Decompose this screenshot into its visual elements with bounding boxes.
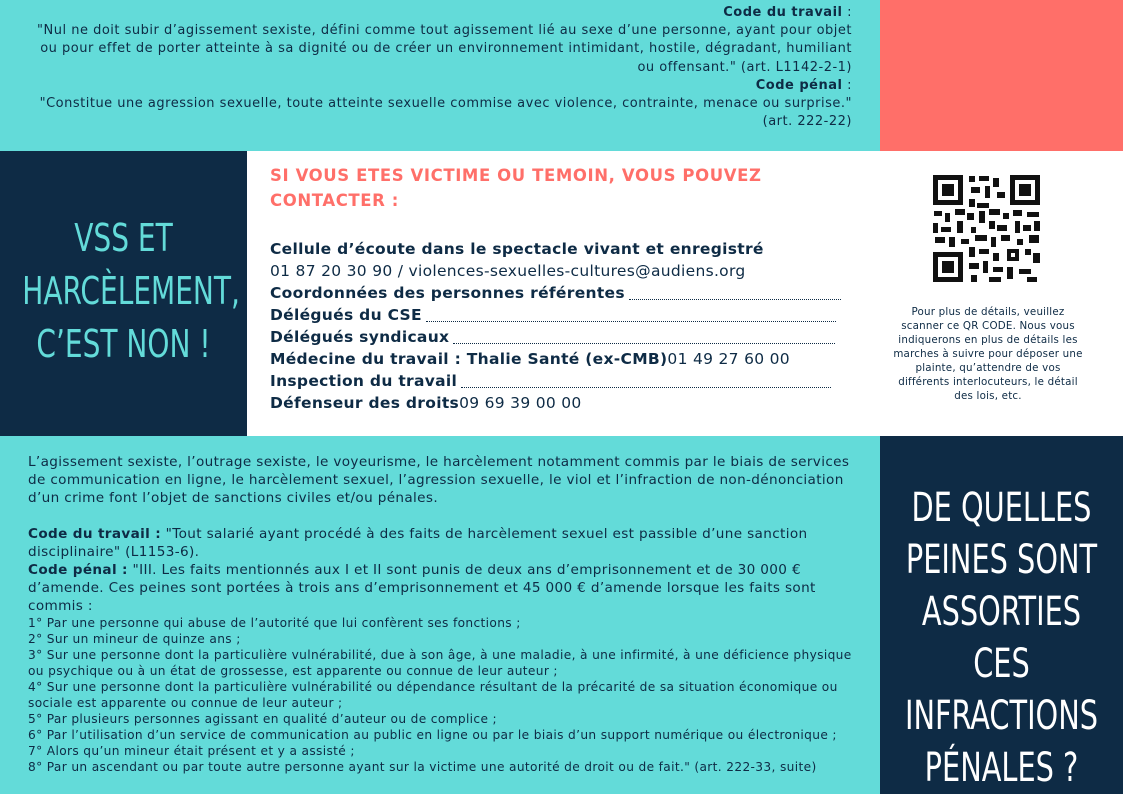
code-travail-quote: "Nul ne doit subir d’agissement sexiste, défini comme tout agissement lié au sexe d’une personne, ayant pour objet ou pour effet de porter atteinte à sa dignité ou de créer un environnement intimidant, hostile, dégradant, humiliant ou offensant." (art. L1142-2-1): [37, 23, 852, 75]
main-title-line: VSS ET: [74, 216, 173, 260]
list-item: 7° Alors qu’un mineur était présent et y a assisté ;: [28, 744, 355, 758]
contact-heading-line: CONTACTER :: [270, 191, 399, 210]
code-travail-label: Code du travail: [723, 5, 843, 20]
code-travail-text: "Tout salarié ayant procédé à des faits de harcèlement sexuel est passible d’une sanction disciplinaire" (L1153-6).: [28, 526, 808, 560]
coral-accent-block: [880, 0, 1123, 151]
code-penal-label: Code pénal: [755, 77, 843, 93]
law-definitions: [30, 4, 852, 131]
question-title: [904, 482, 1098, 794]
question-title-line: ASSORTIES CES: [921, 589, 1082, 687]
code-travail-label: Code du travail :: [28, 526, 161, 542]
question-title-line: DE QUELLES: [911, 485, 1092, 531]
contact-heading: [270, 163, 830, 213]
list-item: 2° Sur un mineur de quinze ans ;: [28, 632, 241, 646]
contact-heading-line: SI VOUS ETES VICTIME OU TEMOIN, VOUS POUVEZ: [270, 166, 762, 185]
code-penal-text: "III. Les faits mentionnés aux I et II sont punis de deux ans d’emprisonnement et de 30 000 € d’amende. Ces peines sont portées à trois ans d’emprisonnement et 45 000 € d’amende lorsque les faits sont commis :: [28, 562, 816, 614]
medecine-label: Médecine du travail : Thalie Santé (ex-CMB): [270, 350, 668, 368]
list-item: 4° Sur une personne dont la particulière vulnérabilité ou dépendance résultant de la précarité de sa situation économique ou sociale est apparente ou connue de leur auteur ;: [28, 680, 838, 710]
question-title-line: INFRACTIONS: [904, 693, 1099, 739]
fill-in-line: [461, 386, 831, 388]
syndicaux-label: Délégués syndicaux: [270, 328, 450, 346]
intro-paragraph: L’agissement sexiste, l’outrage sexiste, le voyeurisme, le harcèlement notamment commis par le biais de services de communication en ligne, le harcèlement sexuel, l’agression sexuelle, le viol et l’infraction de non-dénonciation d’un crime font l’objet de sanctions civiles et/ou pénales.: [28, 454, 850, 506]
separator: :: [842, 77, 852, 93]
qr-instructions: Pour plus de détails, veuillez scanner ce QR CODE. Nous vous indiquerons en plus de détails les marches à suivre pour déposer une plainte, qu’attendre de vos différents interlocuteurs, le détail des lois, etc.: [893, 306, 1083, 402]
main-title: [22, 212, 240, 371]
list-item: 8° Par un ascendant ou par toute autre personne ayant sur la victime une autorité de droit ou de fait." (art. 222-33, suite): [28, 760, 817, 774]
cellule-info: 01 87 20 30 90 / violences-sexuelles-cultures@audiens.org: [270, 262, 746, 280]
cellule-label: Cellule d’écoute dans le spectacle vivant et enregistré: [270, 240, 764, 258]
code-penal-quote: "Constitue une agression sexuelle, toute atteinte sexuelle commise avec violence, contrainte, menace ou surprise." (art. 222-22): [39, 96, 852, 130]
list-item: 1° Par une personne qui abuse de l’autorité que lui confèrent ses fonctions ;: [28, 616, 521, 630]
qr-code-icon[interactable]: [931, 173, 1042, 284]
list-item: 5° Par plusieurs personnes agissant en qualité d’auteur ou de complice ;: [28, 712, 497, 726]
main-title-line: C’EST NON !: [36, 322, 211, 366]
main-title-line: HARCÈLEMENT,: [22, 269, 240, 313]
penalties-text: [28, 453, 858, 775]
question-title-line: PÉNALES ?: [924, 745, 1079, 791]
cse-label: Délégués du CSE: [270, 306, 422, 324]
defenseur-label: Défenseur des droits: [270, 394, 460, 412]
fill-in-line: [453, 342, 835, 344]
fill-in-line: [426, 320, 836, 322]
list-item: 6° Par l’utilisation d’un service de communication au public en ligne ou par le biais d’un support numérique ou électronique ;: [28, 728, 837, 742]
contact-list: [270, 238, 870, 414]
list-item: 3° Sur une personne dont la particulière vulnérabilité, due à son âge, à une maladie, à une infirmité, à une déficience physique ou psychique ou à un état de grossesse, est apparente ou connue de leur auteur ;: [28, 648, 852, 678]
code-penal-sanction: [28, 561, 858, 615]
medecine-phone: 01 49 27 60 00: [667, 350, 790, 368]
fill-in-line: [629, 298, 841, 300]
code-penal-label: Code pénal :: [28, 562, 128, 578]
defenseur-phone: 09 69 39 00 00: [459, 394, 582, 412]
inspection-label: Inspection du travail: [270, 372, 458, 390]
question-title-line: PEINES SONT: [905, 537, 1098, 583]
separator: :: [842, 5, 852, 20]
referents-label: Coordonnées des personnes référentes: [270, 284, 625, 302]
code-travail-sanction: [28, 525, 858, 561]
